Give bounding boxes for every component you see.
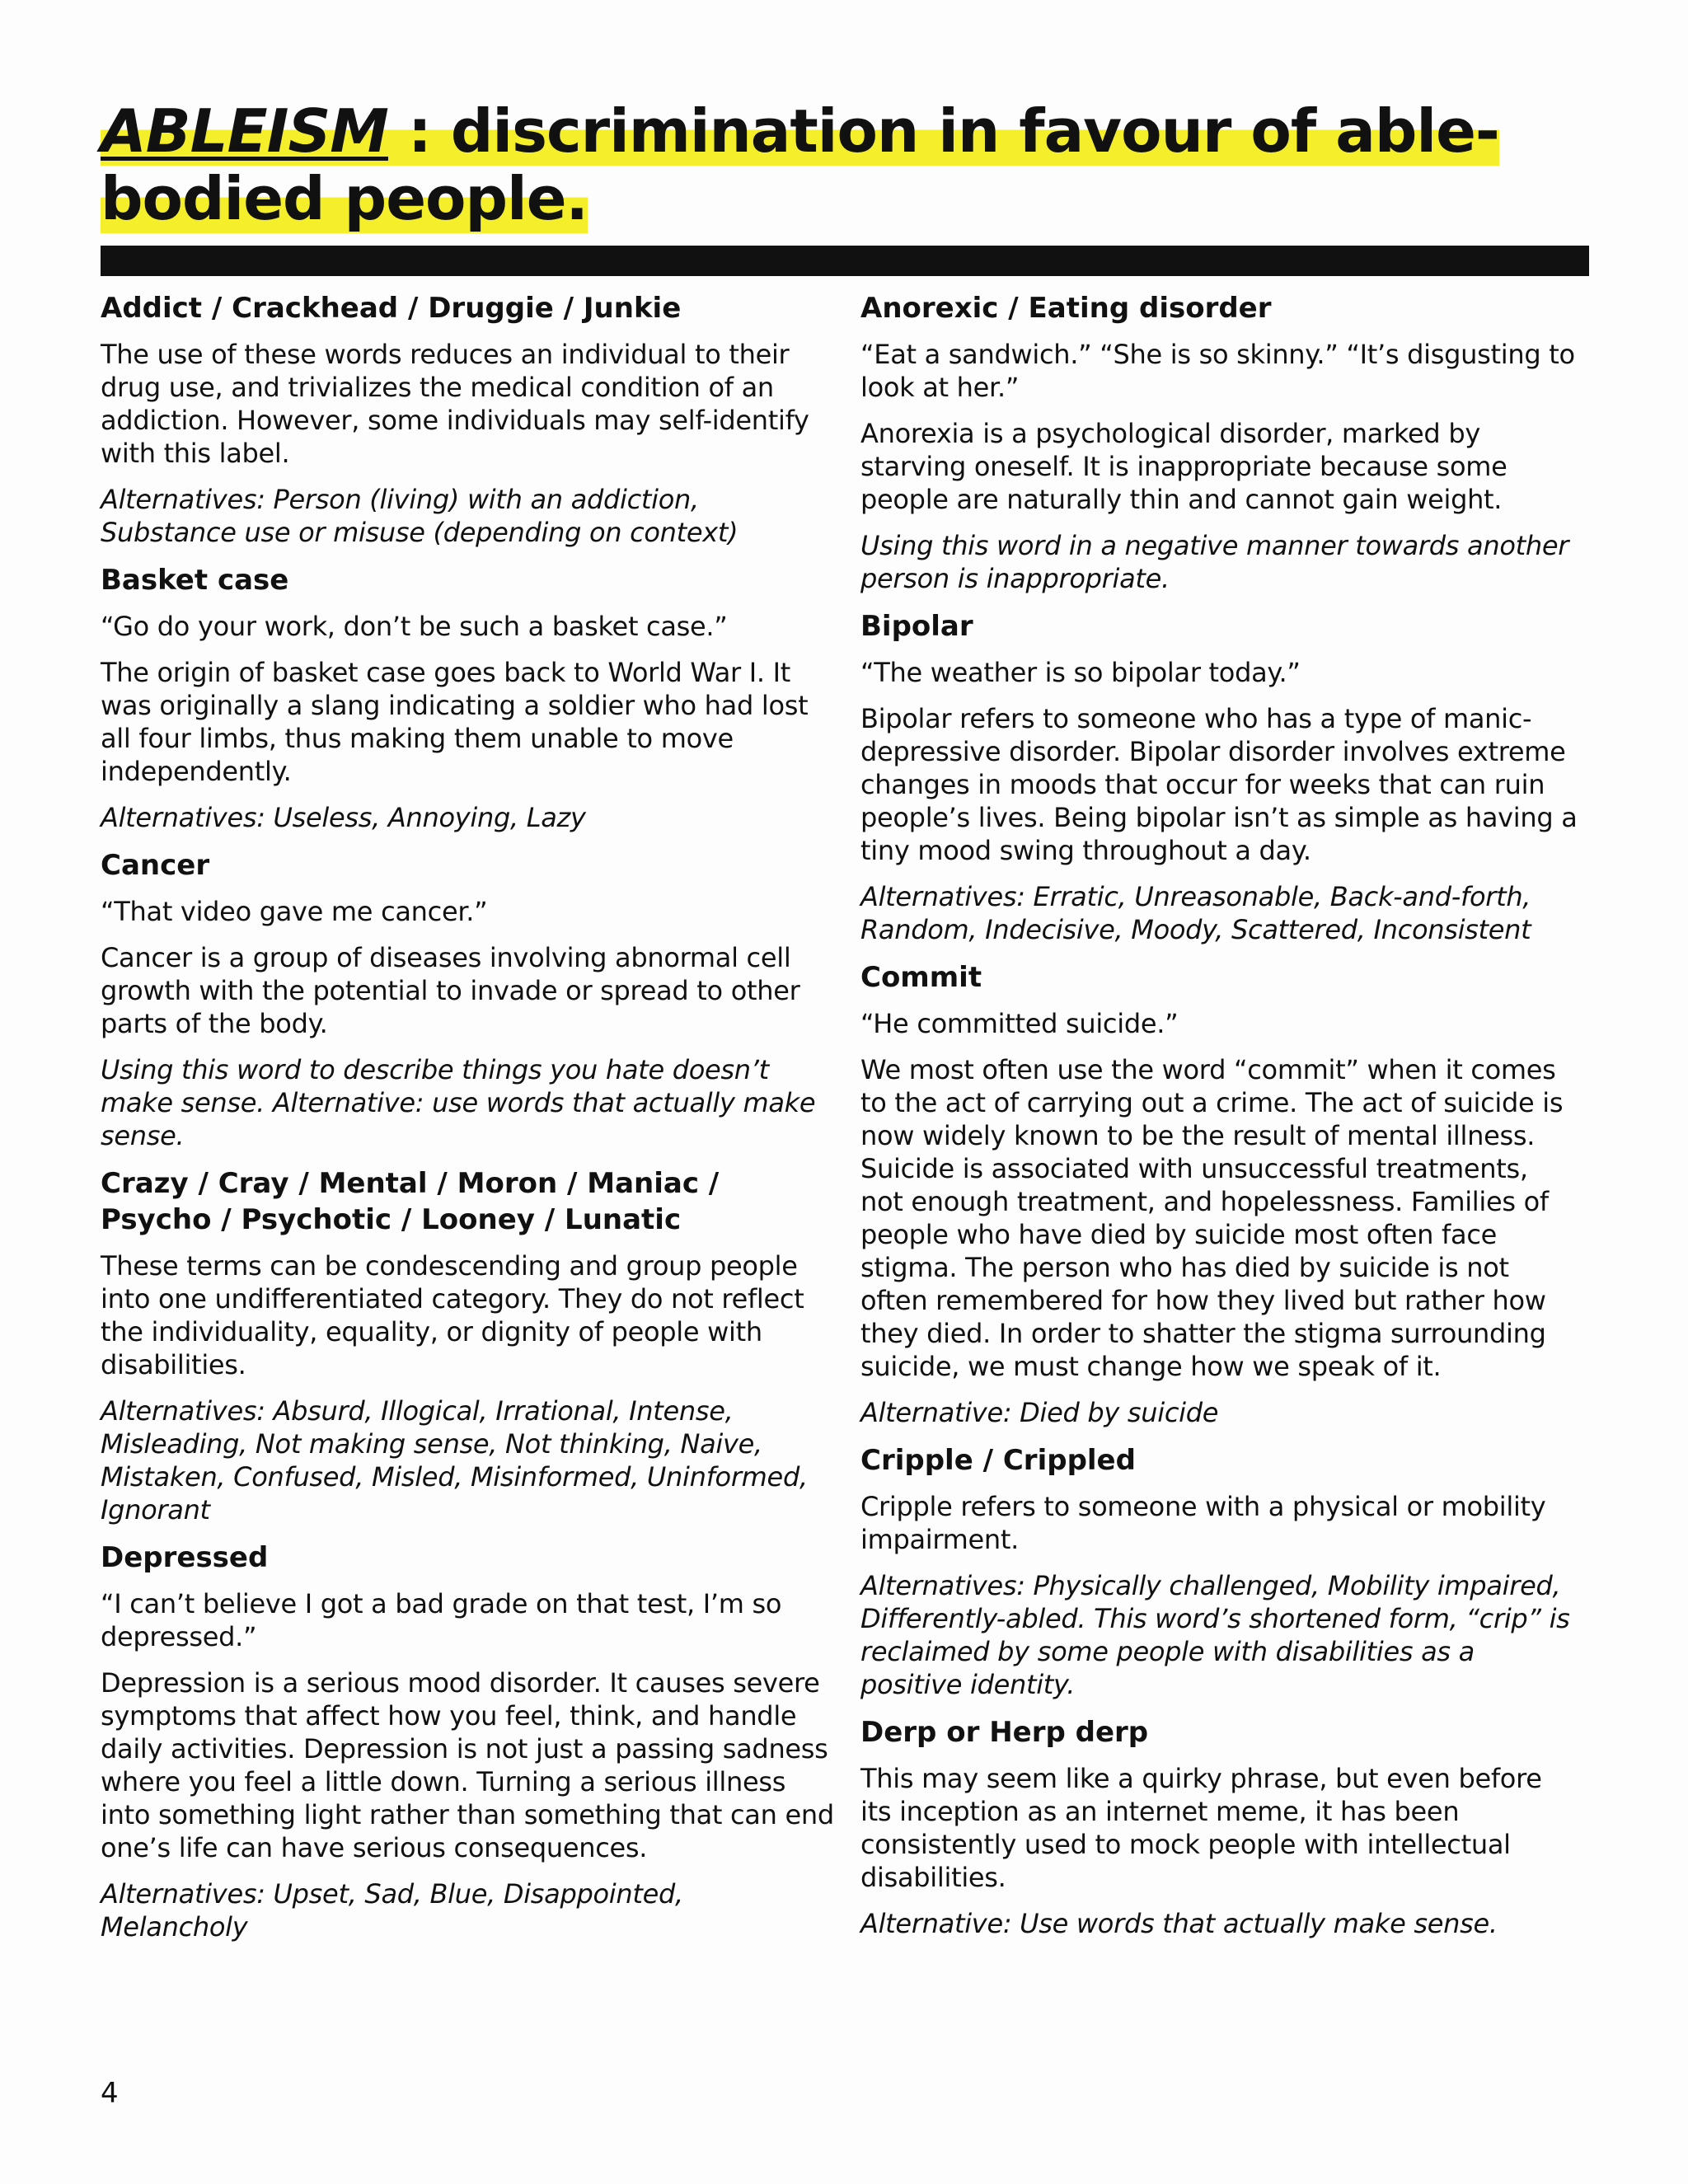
title-term: ABLEISM [101,96,388,166]
entry-alternatives: Using this word in a negative manner towards another person is inappropriate. [860,530,1569,594]
entry-alternatives: Alternatives: Physically challenged, Mobility impaired, Differently-abled. This word’s shortened form, “crip” is reclaimed by some people with disabilities as a positive identity. [860,1570,1570,1700]
entry-paragraph: The use of these words reduces an individual to their drug use, and trivializes the medical condition of an addiction. However, some individuals may self-identify with this label. [101,339,809,469]
entry-paragraph: Depression is a serious mood disorder. It causes severe symptoms that affect how you feel, think, and handle daily activities. Depression is not just a passing sadness where you feel a little down. Turning a serious illness into something light rather than something that can end one’s life can have serious consequences. [101,1667,834,1863]
glossary-entry [101,562,834,834]
entry-paragraph: Bipolar refers to someone who has a type of manic-depressive disorder. Bipolar disorder involves extreme changes in moods that occur for weeks that can ruin people’s lives. Being bipolar isn’t as simple as having a tiny mood swing throughout a day. [860,703,1578,866]
entry-alternatives: Using this word to describe things you hate doesn’t make sense. Alternative: use words that actually make sense. [101,1054,816,1151]
glossary-entry [860,608,1578,946]
glossary-entry [860,290,1578,595]
entry-heading: Commit [860,961,982,994]
right-column [860,290,1578,1953]
entry-paragraph: This may seem like a quirky phrase, but even before its inception as an internet meme, it has been consistently used to mock people with intellectual disabilities. [860,1763,1542,1893]
entry-paragraph: Cripple refers to someone with a physical or mobility impairment. [860,1491,1546,1555]
entry-heading: Depressed [101,1541,269,1574]
entry-paragraph: The origin of basket case goes back to World War I. It was originally a slang indicating a soldier who had lost all four limbs, thus making them unable to move independently. [101,657,809,787]
entry-heading: Cancer [101,849,210,882]
title-definition: : discrimination in favour of able-bodied people. [101,96,1499,233]
entry-paragraph: Cancer is a group of diseases involving abnormal cell growth with the potential to invade or spread to other parts of the body. [101,942,800,1039]
entry-alternatives: Alternatives: Person (living) with an addiction, Substance use or misuse (depending on context) [101,484,738,548]
title-divider-bar [101,246,1589,276]
entry-paragraph: “Eat a sandwich.” “She is so skinny.” “It’s disgusting to look at her.” [860,339,1575,403]
entry-paragraph: “The weather is so bipolar today.” [860,657,1301,688]
glossary-entry [101,1165,834,1526]
glossary-entry [101,847,834,1152]
glossary-entry [860,959,1578,1429]
entry-alternatives: Alternatives: Erratic, Unreasonable, Back-and-forth, Random, Indecisive, Moody, Scattered, Inconsistent [860,881,1531,945]
page-number: 4 [101,2077,119,2110]
entry-alternatives: Alternative: Died by suicide [860,1397,1219,1428]
entry-heading: Anorexic / Eating disorder [860,292,1272,325]
entry-heading: Derp or Herp derp [860,1716,1149,1749]
entry-paragraph: We most often use the word “commit” when it comes to the act of carrying out a crime. The act of suicide is now widely known to be the result of mental illness. Suicide is associated with unsuccessful treatments, not enough treatment, and hopelessness. Families of people who have died by suicide most often face stigma. The person who has died by suicide is not often remembered for how they lived but rather how they died. In order to shatter the stigma surrounding suicide, we must change how we speak of it. [860,1054,1564,1382]
entry-alternatives: Alternatives: Useless, Annoying, Lazy [101,802,586,833]
entry-paragraph: Anorexia is a psychological disorder, marked by starving oneself. It is inappropriate because some people are naturally thin and cannot gain weight. [860,418,1507,515]
glossary-entry [101,1540,834,1943]
entry-heading: Crazy / Cray / Mental / Moron / Maniac / Psycho / Psychotic / Looney / Lunatic [101,1167,720,1236]
entry-heading: Bipolar [860,610,973,643]
left-column [101,290,834,1957]
entry-alternatives: Alternatives: Upset, Sad, Blue, Disappointed, Melancholy [101,1878,683,1943]
entry-heading: Addict / Crackhead / Druggie / Junkie [101,292,682,325]
glossary-entry [860,1442,1578,1701]
page-title [101,97,1584,232]
entry-alternatives: Alternatives: Absurd, Illogical, Irrational, Intense, Misleading, Not making sense, Not thinking, Naive, Mistaken, Confused, Misled, Misinformed, Uninformed, Ignorant [101,1395,808,1526]
glossary-entry [860,1714,1578,1940]
glossary-entry [101,290,834,549]
entry-paragraph: “He committed suicide.” [860,1008,1179,1039]
entry-paragraph: “I can’t believe I got a bad grade on that test, I’m so depressed.” [101,1588,782,1652]
entry-heading: Basket case [101,564,289,597]
entry-paragraph: These terms can be condescending and group people into one undifferentiated category. They do not reflect the individuality, equality, or dignity of people with disabilities. [101,1250,804,1380]
entry-paragraph: “Go do your work, don’t be such a basket case.” [101,611,728,642]
entry-paragraph: “That video gave me cancer.” [101,896,488,927]
entry-heading: Cripple / Crippled [860,1444,1136,1477]
entry-alternatives: Alternative: Use words that actually make sense. [860,1908,1498,1939]
